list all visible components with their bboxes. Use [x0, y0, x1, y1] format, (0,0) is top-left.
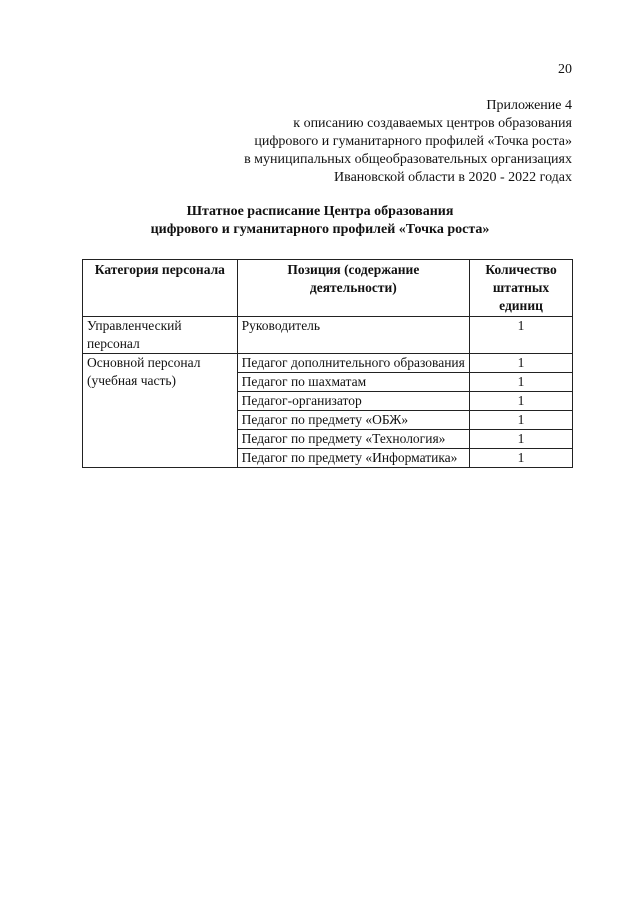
staff-schedule-table: [82, 259, 573, 468]
quantity-cell: 1: [470, 411, 573, 430]
appendix-reference: [244, 97, 572, 187]
header-category: Категория персонала: [83, 260, 238, 317]
position-cell: Педагог по шахматам: [237, 373, 469, 392]
appendix-line: цифрового и гуманитарного профилей «Точка роста»: [254, 134, 572, 149]
quantity-cell: 1: [470, 392, 573, 411]
quantity-cell: 1: [470, 354, 573, 373]
appendix-line: в муниципальных общеобразовательных организациях: [244, 152, 572, 167]
document-title: [0, 203, 640, 239]
quantity-cell: 1: [470, 317, 573, 354]
appendix-line: к описанию создаваемых центров образования: [293, 116, 572, 131]
table-row: [83, 317, 573, 354]
position-cell: Руководитель: [237, 317, 469, 354]
category-cell: Основной персонал (учебная часть): [83, 354, 238, 468]
category-cell: Управленческий персонал: [83, 317, 238, 354]
header-quantity: Количество штатных единиц: [470, 260, 573, 317]
appendix-line: Приложение 4: [486, 98, 572, 113]
document-title-line: Штатное расписание Центра образования: [186, 204, 454, 219]
page-number: 20: [558, 62, 572, 77]
table-header-row: [83, 260, 573, 317]
quantity-cell: 1: [470, 430, 573, 449]
position-cell: Педагог по предмету «Технология»: [237, 430, 469, 449]
quantity-cell: 1: [470, 373, 573, 392]
document-title-line: цифрового и гуманитарного профилей «Точка роста»: [150, 222, 490, 237]
position-cell: Педагог по предмету «Информатика»: [237, 449, 469, 468]
position-cell: Педагог-организатор: [237, 392, 469, 411]
header-position: Позиция (содержание деятельности): [237, 260, 469, 317]
position-cell: Педагог дополнительного образования: [237, 354, 469, 373]
position-cell: Педагог по предмету «ОБЖ»: [237, 411, 469, 430]
appendix-line: Ивановской области в 2020 - 2022 годах: [334, 170, 572, 185]
quantity-cell: 1: [470, 449, 573, 468]
table-row: [83, 354, 573, 373]
